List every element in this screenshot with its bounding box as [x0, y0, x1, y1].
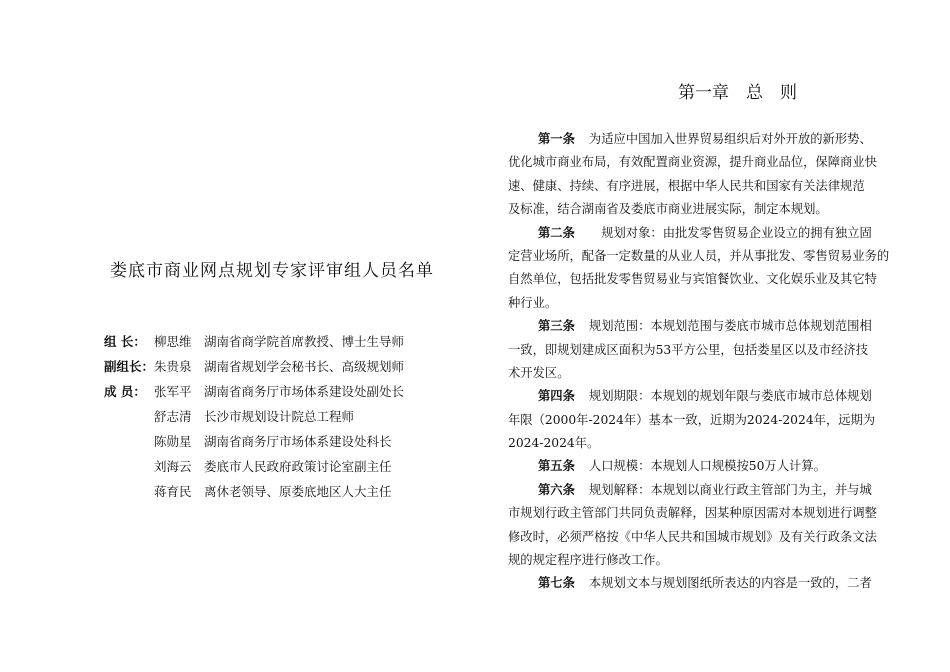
member-name: 柳思维: [154, 334, 192, 349]
article-line-text: 种行业。: [508, 295, 558, 310]
text-line: [508, 222, 893, 245]
article-line-text: 定营业场所，配备一定数量的从业人员，并从事批发、零售贸易业务的: [508, 248, 890, 263]
member-name: 张军平: [154, 384, 192, 399]
article-label: 第二条: [538, 225, 575, 240]
member-description: 长沙市规划设计院总工程师: [204, 409, 355, 424]
article-line-text: 规划范围：本规划范围与娄底市城市总体规划范围相: [588, 319, 872, 334]
article-line-text: 术开发区。: [508, 365, 570, 380]
article-label: 第六条: [538, 482, 575, 497]
member-name: 朱贵泉: [154, 359, 192, 374]
member-description: 湖南省商务厅市场体系建设处科长: [204, 434, 392, 449]
article-label: 第三条: [538, 319, 575, 334]
member-name: 舒志清: [154, 409, 192, 424]
member-description: 娄底市人民政府政策讨论室副主任: [204, 459, 392, 474]
member-description: 离休老领导、原娄底地区人大主任: [204, 484, 392, 499]
article-line-text: 2024-2024年。: [508, 436, 600, 451]
text-line: [508, 502, 893, 525]
text-line: [508, 432, 893, 455]
text-line: [508, 198, 893, 221]
text-line: [508, 479, 893, 502]
text-line: [508, 385, 893, 408]
text-line: [508, 362, 893, 385]
article-line-text: 规的规定程序进行修改工作。: [508, 553, 668, 568]
text-line: [508, 245, 893, 268]
article-line-text: 规划对象：由批发零售贸易企业设立的拥有独立固: [588, 225, 872, 240]
article-label: 第五条: [538, 459, 575, 474]
member-name: 蒋育民: [154, 484, 192, 499]
member-role: 副组长：: [104, 359, 155, 374]
article-line-text: 人口规模：本规划人口规模按50万人计算。: [588, 459, 826, 474]
article-label: 第一条: [538, 132, 575, 146]
article-line-text: 一致，即规划建成区面积为53平方公里，包括娄星区以及市经济技: [508, 342, 868, 357]
article-line-text: 市规划行政主管部门共同负责解释，因某种原因需对本规划进行调整: [508, 506, 877, 521]
member-role: 成 员：: [104, 384, 146, 399]
article-line-text: 优化城市商业布局，有效配置商业资源，提升商业品位，保障商业快: [508, 155, 877, 170]
member-description: 湖南省规划学会秘书长、高级规划师: [204, 359, 405, 374]
article-line-text: 本规划文本与规划图纸所表达的内容是一致的，二者: [588, 576, 872, 591]
article-line-text: 修改时，必须严格按《中华人民共和国城市规划》及有关行政条文法: [508, 529, 877, 544]
article-line-text: 规划解释：本规划以商业行政主管部门为主，并与城: [588, 482, 872, 497]
article-text: [508, 128, 893, 596]
text-line: [508, 292, 893, 315]
article-line-text: 规划期限：本规划的规划年限与娄底市城市总体规划: [588, 389, 872, 404]
member-description: 湖南省商学院首席教授、博士生导师: [204, 334, 405, 349]
member-description: 湖南省商务厅市场体系建设处副处长: [204, 384, 405, 399]
text-line: [508, 268, 893, 291]
text-line: [508, 315, 893, 338]
text-line: [508, 526, 893, 549]
text-line: [508, 175, 893, 198]
text-line: [508, 409, 893, 432]
article-line-text: 为适应中国加入世界贸易组织后对外开放的新形势、: [588, 132, 872, 146]
article-line-text: 年限（2000年-2024年）基本一致，近期为2024-2024年，远期为: [508, 412, 876, 427]
chapter-title: 第一章 总 则: [678, 83, 797, 103]
text-line: [508, 128, 893, 151]
article-line-text: 自然单位，包括批发零售贸易业与宾馆餐饮业、文化娱乐业及其它特: [508, 272, 877, 287]
text-line: [508, 549, 893, 572]
article-label: 第四条: [538, 389, 575, 404]
text-line: [508, 455, 893, 478]
member-role: 组 长：: [104, 334, 146, 349]
article-line-text: 及标准，结合湖南省及娄底市商业进展实际，制定本规划。: [508, 202, 828, 217]
text-line: [508, 151, 893, 174]
left-page-title: 娄底市商业网点规划专家评审组人员名单: [110, 261, 434, 281]
article-line-text: 速、健康、持续、有序进展，根据中华人民共和国家有关法律规范: [508, 178, 865, 193]
text-line: [508, 572, 893, 595]
right-page: [475, 0, 950, 672]
member-name: 刘海云: [154, 459, 192, 474]
text-line: [508, 339, 893, 362]
article-label: 第七条: [538, 576, 575, 591]
member-name: 陈勋星: [154, 434, 192, 449]
